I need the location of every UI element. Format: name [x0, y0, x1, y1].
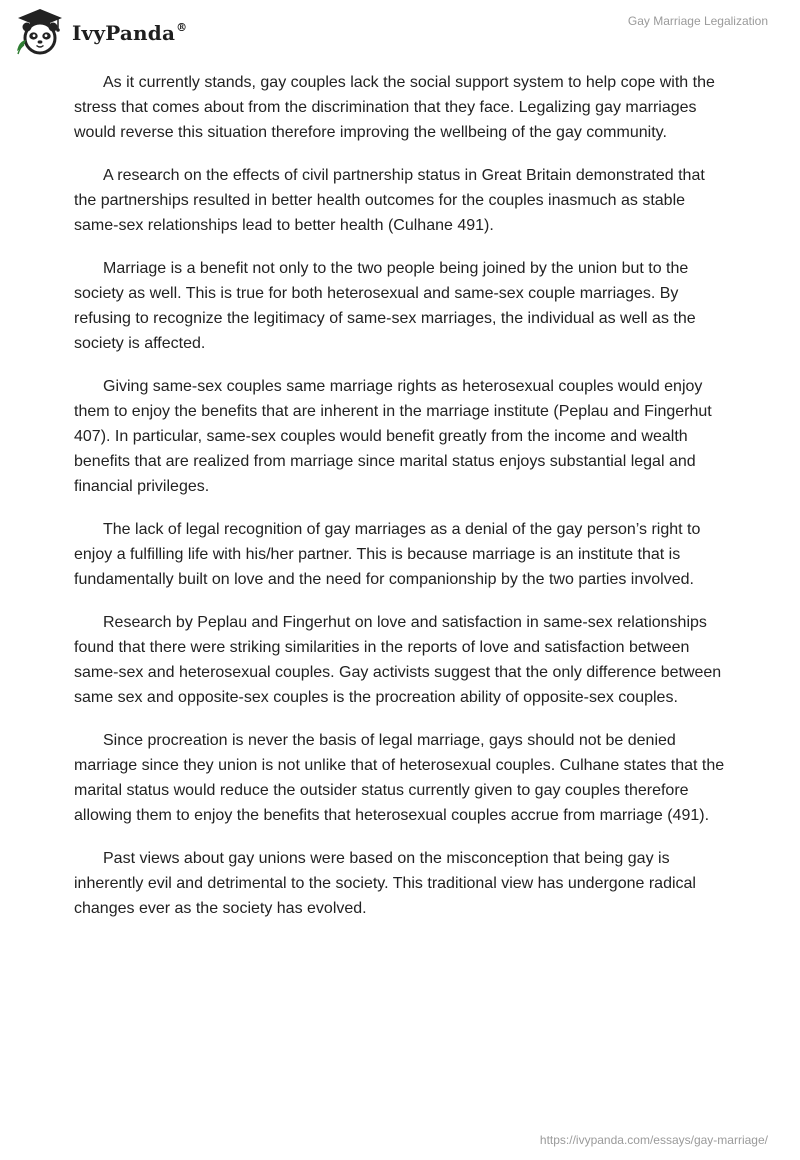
paragraph: The lack of legal recognition of gay marriages as a denial of the gay person’s right to enjoy a fulfilling life with his/her partner. This is because marriage is an institute that is fundamentally built on love and the need for companionship by the two parties involved. — [74, 521, 701, 588]
logo-wordmark — [72, 21, 187, 45]
ivypanda-logo[interactable] — [14, 7, 187, 57]
paragraph: As it currently stands, gay couples lack the social support system to help cope with the stress that comes about from the discrimination that they face. Legalizing gay marriages would reverse this situation therefore improving the wellbeing of the gay community. — [74, 74, 715, 141]
document-title: Gay Marriage Legalization — [627, 14, 768, 28]
paragraph: Research by Peplau and Fingerhut on love and satisfaction in same-sex relationships found that there were striking similarities in the reports of love and satisfaction between same-sex and heterosexual couples. Gay activists suggest that the only difference between same sex and opposite-sex couples is the procreation ability of opposite-sex couples. — [74, 614, 722, 706]
paragraph: Giving same-sex couples same marriage rights as heterosexual couples would enjoy them to enjoy the benefits that are inherent in the marriage institute (Peplau and Fingerhut 407). In particular, same-sex couples would benefit greatly from the income and wealth benefits that are realized from marriage since marital status enjoys substantial legal and financial privileges. — [74, 378, 712, 495]
paragraph: Since procreation is never the basis of legal marriage, gays should not be denied marriage since they union is not unlike that of heterosexual couples. Culhane states that the marital status would reduce the outsider status currently given to gay couples therefore allowing them to enjoy the benefits that heterosexual couples accrue from marriage (491). — [74, 732, 725, 824]
essay-body — [74, 70, 730, 939]
logo-registered-mark: ® — [176, 21, 188, 34]
source-url-link[interactable]: https://ivypanda.com/essays/gay-marriage/ — [539, 1133, 768, 1147]
paragraph: A research on the effects of civil partnership status in Great Britain demonstrated that the partnerships resulted in better health outcomes for the couples inasmuch as stable same-sex relationships lead to better health (Culhane 491). — [74, 167, 705, 234]
paragraph: Past views about gay unions were based on the misconception that being gay is inherently evil and detrimental to the society. This traditional view has undergone radical changes ever as the society has evolved. — [74, 850, 696, 917]
paragraph: Marriage is a benefit not only to the two people being joined by the union but to the society as well. This is true for both heterosexual and same-sex couple marriages. By refusing to recognize the legitimacy of same-sex marriages, the individual as well as the society is affected. — [74, 260, 696, 352]
panda-graduate-icon — [14, 7, 66, 57]
page-header — [0, 0, 800, 70]
logo-text: IvyPanda — [72, 21, 176, 45]
